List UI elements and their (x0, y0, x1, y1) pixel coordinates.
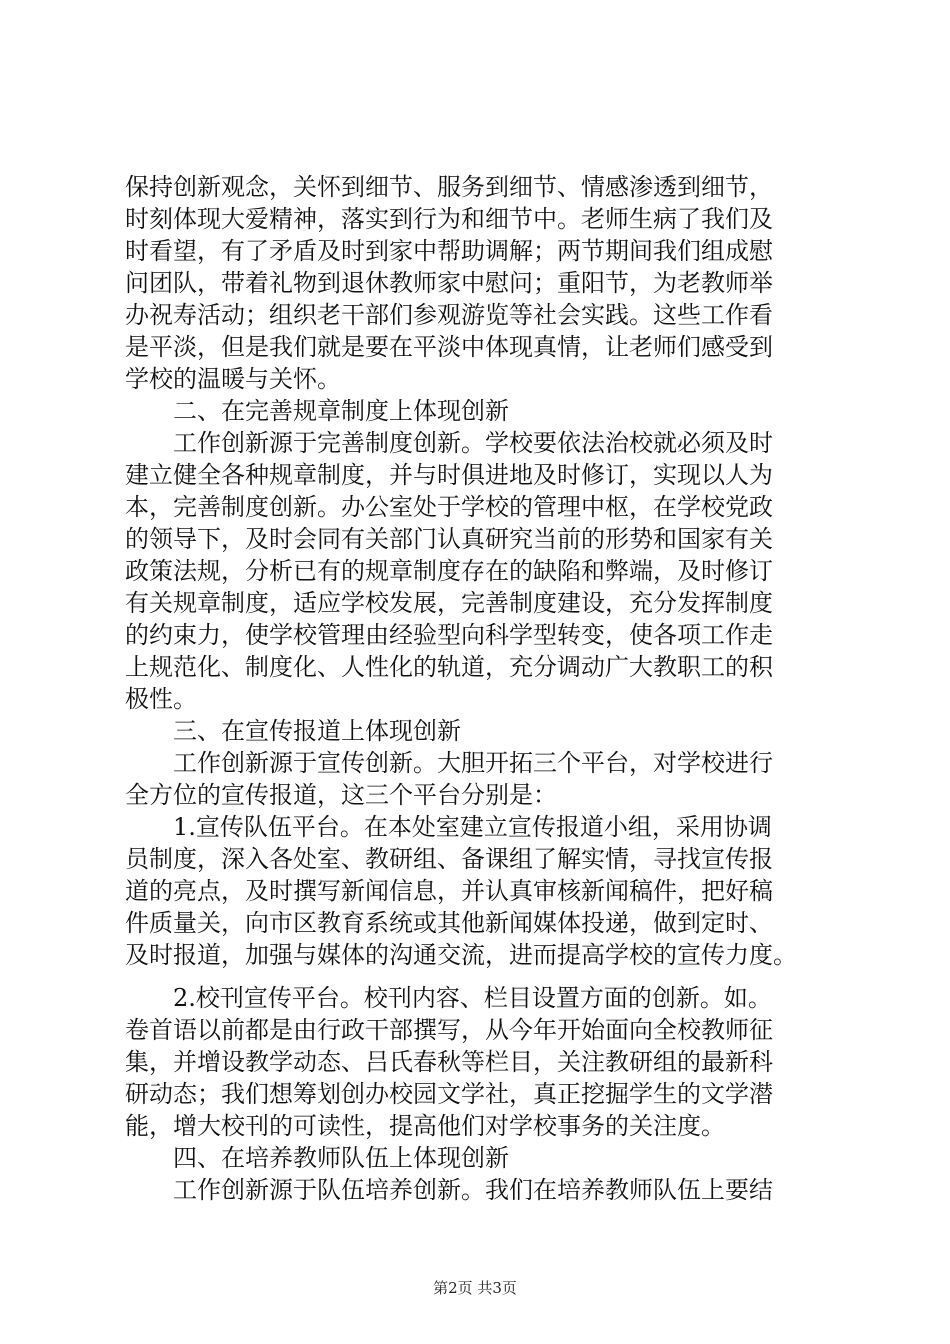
text-line: 集，并增设教学动态、吕氏春秋等栏目，关注教研组的最新科 (125, 1048, 773, 1076)
section-heading-4: 四、在培养教师队伍上体现创新 (125, 1144, 509, 1172)
text-line: 工作创新源于队伍培养创新。我们在培养教师队伍上要结 (125, 1176, 773, 1204)
section-heading-3: 三、在宣传报道上体现创新 (125, 717, 461, 745)
body-text-block-2 (125, 982, 845, 1206)
text-line: 是平淡，但是我们就是要在平淡中体现真情，让老师们感受到 (125, 333, 773, 361)
text-line: 件质量关，向市区教育系统或其他新闻媒体投递，做到定时、 (125, 909, 773, 937)
text-line: 卷首语以前都是由行政干部撰写，从今年开始面向全校教师征 (125, 1016, 773, 1044)
section-heading-2: 二、在完善规章制度上体现创新 (125, 397, 509, 425)
text-line: 有关规章制度，适应学校发展，完善制度建设，充分发挥制度 (125, 589, 773, 617)
text-line: 政策法规，分析已有的规章制度存在的缺陷和弊端，及时修订 (125, 557, 773, 585)
text-line: 1.宣传队伍平台。在本处室建立宣传报道小组，采用协调 (125, 813, 772, 841)
text-line: 能，增大校刊的可读性，提高他们对学校事务的关注度。 (125, 1112, 725, 1140)
text-line: 的约束力，使学校管理由经验型向科学型转变，使各项工作走 (125, 621, 773, 649)
text-line: 工作创新源于宣传创新。大胆开拓三个平台，对学校进行 (125, 749, 773, 777)
text-line: 的领导下，及时会同有关部门认真研究当前的形势和国家有关 (125, 525, 773, 553)
text-line: 及时报道，加强与媒体的沟通交流，进而提高学校的宣传力度。 (125, 941, 797, 969)
text-line: 全方位的宣传报道，这三个平台分别是： (125, 781, 557, 809)
text-line: 研动态；我们想筹划创办校园文学社，真正挖掘学生的文学潜 (125, 1080, 773, 1108)
text-line: 建立健全各种规章制度，并与时俱进地及时修订，实现以人为 (125, 461, 773, 489)
text-line: 本，完善制度创新。办公室处于学校的管理中枢，在学校党政 (125, 493, 773, 521)
text-line: 保持创新观念，关怀到细节、服务到细节、情感渗透到细节， (125, 173, 773, 201)
text-line: 学校的温暖与关怀。 (125, 365, 341, 393)
text-line: 上规范化、制度化、人性化的轨道，充分调动广大教职工的积 (125, 653, 773, 681)
text-line: 2.校刊宣传平台。校刊内容、栏目设置方面的创新。如。 (125, 984, 772, 1012)
text-line: 时看望，有了矛盾及时到家中帮助调解；两节期间我们组成慰 (125, 237, 773, 265)
text-line: 工作创新源于完善制度创新。学校要依法治校就必须及时 (125, 429, 773, 457)
page-footer: 第2页 共3页 (433, 1279, 517, 1297)
body-text-block-1 (125, 171, 845, 971)
text-line: 员制度，深入各处室、教研组、备课组了解实情，寻找宣传报 (125, 845, 773, 873)
text-line: 问团队，带着礼物到退休教师家中慰问；重阳节，为老教师举 (125, 269, 773, 297)
text-line: 道的亮点，及时撰写新闻信息，并认真审核新闻稿件，把好稿 (125, 877, 773, 905)
text-line: 极性。 (125, 685, 197, 713)
text-line: 办祝寿活动；组织老干部们参观游览等社会实践。这些工作看 (125, 301, 773, 329)
text-line: 时刻体现大爱精神，落实到行为和细节中。老师生病了我们及 (125, 205, 773, 233)
